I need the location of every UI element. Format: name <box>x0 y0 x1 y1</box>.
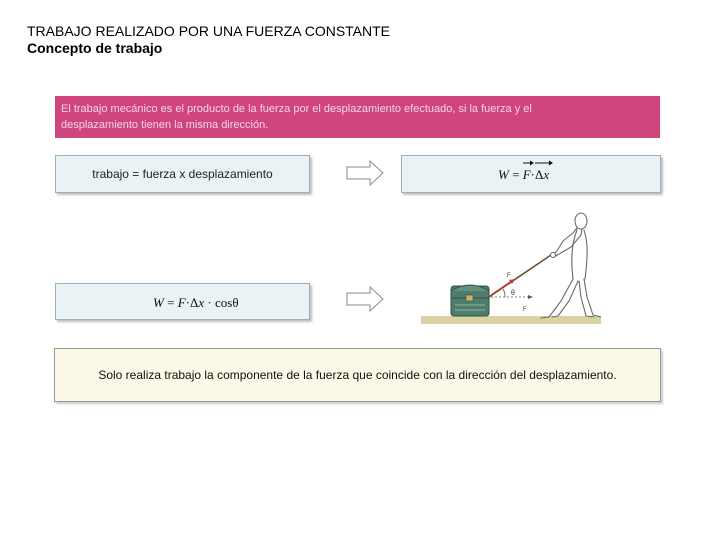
page-title: TRABAJO REALIZADO POR UNA FUERZA CONSTANTE <box>27 23 391 39</box>
pulling-chest-illustration <box>421 205 601 327</box>
horizontal-component-arrowhead <box>528 295 533 299</box>
formula-words-box <box>55 155 310 193</box>
formula-vector-f <box>523 167 531 183</box>
label-force: F <box>507 273 511 279</box>
right-arrow-icon <box>346 286 384 312</box>
label-theta: θ <box>511 290 515 297</box>
formula-vector-w: W <box>498 167 509 182</box>
formula-words-text: trabajo = fuerza x desplazamiento <box>92 167 273 181</box>
formula-vector <box>498 167 549 183</box>
formula-vector-box <box>401 155 661 193</box>
definition-line-2: desplazamiento tienen la misma dirección. <box>61 119 269 131</box>
formula-vector-dx <box>535 167 549 183</box>
formula-vector-f-letter: F <box>522 167 531 182</box>
person <box>541 213 601 318</box>
formula-cos-cos: cosθ <box>214 295 239 310</box>
definition-box <box>55 96 660 138</box>
formula-vector-dot: · <box>530 167 535 182</box>
formula-cos-w: W <box>153 295 164 310</box>
formula-cos-box <box>55 283 310 320</box>
label-component: F <box>523 307 527 313</box>
ground <box>421 316 601 324</box>
formula-cos-x: x <box>198 295 205 310</box>
vector-arrow-icon <box>523 160 534 166</box>
right-arrow-icon <box>346 160 384 186</box>
formula-vector-delta: Δ <box>534 167 544 182</box>
formula-cos <box>153 295 239 311</box>
conclusion-text: Solo realiza trabajo la componente de la fuerza que coincide con la dirección del desplazamiento. <box>98 368 617 382</box>
formula-cos-delta: Δ <box>189 295 199 310</box>
definition-line-1: El trabajo mecánico es el producto de la fuerza por el desplazamiento efectuado, si la fuerza y el <box>61 103 532 115</box>
angle-arc <box>503 289 505 297</box>
chest <box>451 285 489 316</box>
formula-cos-dot: · <box>185 295 190 310</box>
conclusion-box <box>54 348 661 402</box>
formula-cos-dot2: · <box>204 295 215 310</box>
formula-vector-x: x <box>543 167 550 182</box>
force-arrow <box>491 280 513 295</box>
vector-arrow-icon <box>535 160 553 166</box>
formula-cos-eq: = <box>163 295 178 310</box>
formula-vector-eq: = <box>508 167 523 182</box>
page-subtitle: Concepto de trabajo <box>27 40 163 56</box>
formula-cos-f: F <box>177 295 186 310</box>
